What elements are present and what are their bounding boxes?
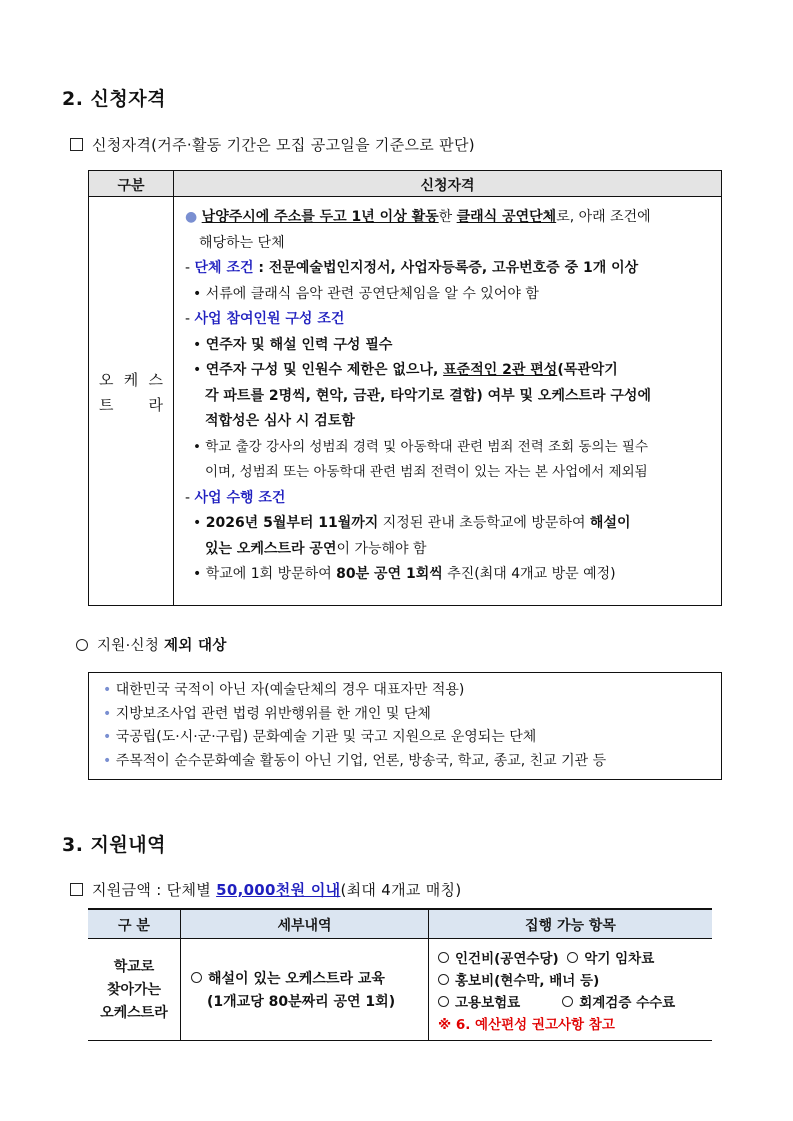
col-header-details: 세부내역 [277, 918, 332, 934]
program-name-cell: 학교로 찾아가는 오케스트라 [100, 959, 168, 1021]
eligibility-subhead-text: 신청자격(거주·활동 기간은 모집 공고일을 기준으로 판단) [92, 136, 475, 154]
budget-note: ※ 6. 예산편성 권고사항 참고 [438, 1017, 615, 1033]
circle-bullet-icon [191, 972, 202, 983]
operation-condition-item-1: • 2026년 5월부터 11월까지 지정된 관내 초등학교에 방문하여 해설이 [193, 515, 631, 531]
circle-bullet-icon [567, 952, 578, 963]
list-item: • 국공립(도·시·군·구립) 문화예술 기관 및 국고 지원으로 운영되는 단체 [103, 729, 537, 745]
staff-condition-item-2-line3: 적합성은 심사 시 검토함 [205, 413, 355, 429]
circle-bullet-icon [438, 996, 449, 1007]
col-header-category: 구분 [117, 178, 145, 194]
row-label-orchestra: 오 케 스 트 라 [99, 371, 163, 414]
expense-items-cell: 인건비(공연수당) 악기 임차료 홍보비(현수막, 배너 등) 고용보험료 회계검증 수수료 ※ 6. 예산편성 권고사항 참고 [438, 948, 710, 1036]
main-condition-cont: 해당하는 단체 [199, 234, 285, 251]
eligibility-table [88, 170, 722, 606]
circle-bullet-icon [562, 996, 573, 1007]
dot-bullet-icon: ● [185, 209, 198, 225]
staff-condition-item-1: • 연주자 및 해설 인력 구성 필수 [193, 336, 393, 353]
circle-bullet-icon [438, 952, 449, 963]
col-header-eligibility: 신청자격 [420, 178, 475, 194]
staff-condition-item-2-line2: 각 파트를 2명씩, 현악, 금관, 타악기로 결합) 여부 및 오케스트라 구성에 [205, 387, 651, 404]
list-item: • 대한민국 국적이 아닌 자(예술단체의 경우 대표자만 적용) [103, 682, 465, 698]
staff-condition-item-3-line2: 이며, 성범죄 또는 아동학대 관련 범죄 전력이 있는 자는 본 사업에서 제외됨 [205, 464, 648, 480]
main-condition: ● 남양주시에 주소를 두고 1년 이상 활동한 클래식 공연단체로, 아래 조건에 [185, 209, 651, 225]
operation-condition-item-1-line2: 있는 오케스트라 공연이 가능해야 함 [205, 540, 427, 557]
program-details-cell: 해설이 있는 오케스트라 교육 (1개교당 80분짜리 공연 1회) [181, 968, 428, 1014]
support-amount-subhead: 지원금액 : 단체별 50,000천원 이내(최대 4개교 매칭) [70, 879, 462, 900]
operation-condition-item-2: • 학교에 1회 방문하여 80분 공연 1회씩 추진(최대 4개교 방문 예정) [193, 566, 616, 582]
support-table [88, 908, 712, 1041]
group-condition-sub: • 서류에 클래식 음악 관련 공연단체임을 알 수 있어야 함 [193, 285, 539, 302]
operation-condition: - 사업 수행 조건 [185, 489, 286, 506]
eligibility-subhead [70, 134, 475, 155]
section-3-title: 3. 지원내역 [62, 834, 166, 856]
circle-bullet-icon [438, 974, 449, 985]
list-item: • 주목적이 순수문화예술 활동이 아닌 기업, 언론, 방송국, 학교, 종교, 친교 기관 등 [103, 752, 607, 769]
square-bullet-icon [70, 883, 83, 896]
col-header-category: 구 분 [118, 918, 150, 934]
staff-condition-item-3: • 학교 출강 강사의 성범죄 경력 및 아동학대 관련 범죄 전력 조회 동의는 필수 [193, 438, 648, 455]
group-condition: - 단체 조건 : 전문예술법인지정서, 사업자등록증, 고유번호증 중 1개 이상 [185, 260, 639, 276]
list-item: • 지방보조사업 관련 법령 위반행위를 한 개인 및 단체 [103, 705, 431, 722]
section-2-title: 2. 신청자격 [62, 88, 166, 110]
circle-bullet-icon [76, 639, 88, 651]
staff-condition: - 사업 참여인원 구성 조건 [185, 311, 345, 327]
eligibility-content [185, 205, 713, 588]
staff-condition-item-2: • 연주자 구성 및 인원수 제한은 없으나, 표준적인 2관 편성(목관악기 [193, 362, 618, 378]
exclusion-subhead: 지원·신청 제외 대상 [76, 634, 227, 655]
col-header-expense-items: 집행 가능 항목 [525, 918, 616, 934]
exclusion-box [88, 672, 722, 780]
square-bullet-icon [70, 138, 83, 151]
